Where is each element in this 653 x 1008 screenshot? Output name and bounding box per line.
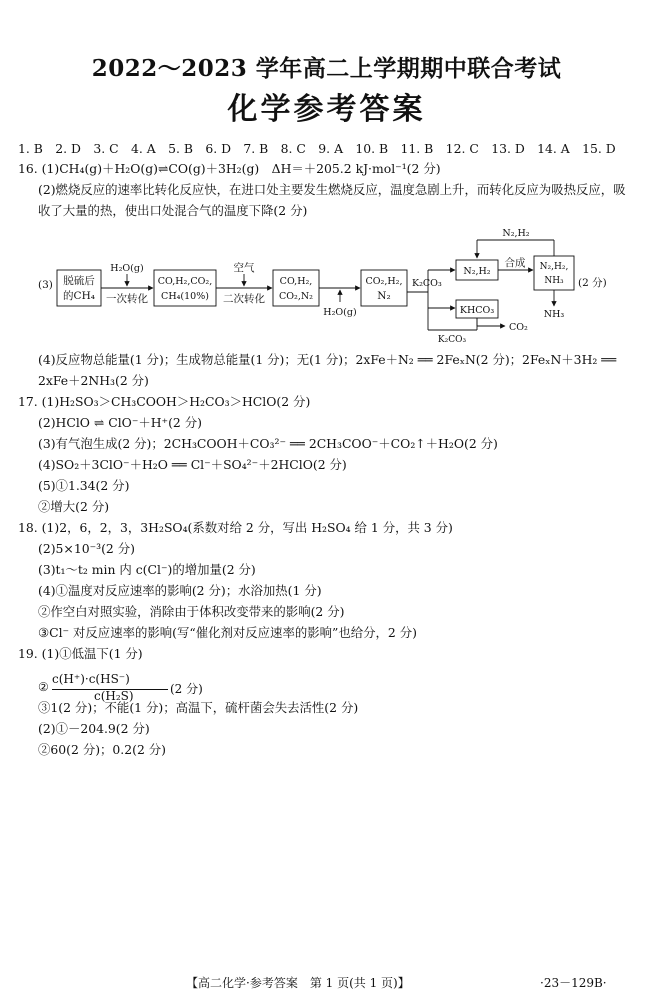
- co2-out-label: CO₂: [509, 322, 528, 333]
- answer-19-2b: ②60(2 分)；0.2(2 分): [38, 742, 167, 757]
- answer-18-1: 18. (1)2，6，2，3，3H₂SO₄(系数对给 2 分，写出 H₂SO₄ 给 1 分，共 3 分): [18, 520, 453, 535]
- footer-page-info: 【高二化学·参考答案 第 1 页(共 1 页)】: [186, 976, 410, 990]
- answer-16-2a: (2)燃烧反应的速率比转化反应快，在进口处主要发生燃烧反应，温度急剧上升，而转化反应为吸热反应，吸: [38, 182, 626, 197]
- secondary-conversion-label: 二次转化: [223, 293, 265, 305]
- answer-16-4b: 2xFe＋2NH₃(2 分): [38, 373, 149, 388]
- answer-18-4a: (4)①温度对反应速率的影响(2 分)；水浴加热(1 分): [38, 583, 322, 598]
- answer-18-4b: ②作空白对照实验，消除由于体积改变带来的影响(2 分): [38, 604, 345, 619]
- air-label: 空气: [233, 262, 255, 274]
- k2co3-bottom-label: K₂CO₃: [437, 335, 467, 345]
- footer-code: ·23－129B·: [540, 976, 607, 990]
- answer-18-4c: ③Cl⁻ 对反应速率的影响(写“催化剂对反应速率的影响”也给分，2 分): [38, 625, 417, 640]
- answer-17-5b: ②增大(2 分): [38, 499, 110, 514]
- answer-mc: 1. B 2. D 3. C 4. A 5. B 6. D 7. B 8. C 9. A 10. B 11. B 12. C 13. D 14. A 15. D: [18, 141, 616, 156]
- fraction-numerator: c(H⁺)·c(HS⁻): [52, 672, 130, 686]
- box-2-line1: CO,H₂,CO₂,: [157, 276, 213, 287]
- page-subtitle: 化学参考答案: [227, 92, 426, 127]
- answer-19-1c: ③1(2 分)；不能(1 分)；高温下，硫杆菌会失去活性(2 分): [38, 700, 359, 715]
- synthesis-label: 合成: [504, 257, 526, 269]
- khco3-label: KHCO₃: [459, 305, 495, 316]
- box-4-line2: N₂: [377, 290, 391, 302]
- flowchart-score: (2 分): [578, 277, 607, 289]
- answer-18-3: (3)t₁～t₂ min 内 c(Cl⁻)的增加量(2 分): [38, 562, 256, 577]
- answer-18-2: (2)5×10⁻³(2 分): [38, 541, 135, 556]
- answer-17-5a: (5)①1.34(2 分): [38, 478, 130, 493]
- box-start-line1: 脱硫后: [63, 275, 95, 287]
- answer-19-1b-mark: ②: [38, 680, 49, 694]
- answer-19-1b-score: (2 分): [170, 682, 203, 696]
- box-4-line1: CO₂,H₂,: [365, 276, 403, 287]
- box-2-line2: CH₄(10%): [161, 291, 209, 302]
- primary-conversion-label: 一次转化: [106, 293, 148, 305]
- water-label-1: H₂O(g): [110, 263, 144, 274]
- process-flowchart: [30, 222, 650, 350]
- answer-16-1: 16. (1)CH₄(g)＋H₂O(g)⇌CO(g)＋3H₂(g) ΔH＝＋205.2 kJ·mol⁻¹(2 分): [18, 161, 441, 176]
- box-5-text: N₂,H₂: [463, 266, 491, 277]
- answer-17-4: (4)SO₂＋3ClO⁻＋H₂O ══ Cl⁻＋SO₄²⁻＋2HClO(2 分): [38, 457, 347, 472]
- answer-17-1: 17. (1)H₂SO₃＞CH₃COOH＞H₂CO₃＞HClO(2 分): [18, 394, 311, 409]
- box-start-line2: 的CH₄: [63, 290, 95, 302]
- nh3-out-label: NH₃: [543, 309, 565, 320]
- box-6-line1: N₂,H₂,: [539, 262, 569, 272]
- page-title: 2022～2023 学年高二上学期期中联合考试: [91, 55, 562, 82]
- answer-17-3: (3)有气泡生成(2 分)；2CH₃COOH＋CO₃²⁻ ══ 2CH₃COO⁻＋CO₂↑＋H₂O(2 分): [38, 436, 498, 451]
- fraction-denominator: c(H₂S): [94, 689, 134, 703]
- box-6-line2: NH₃: [544, 276, 564, 286]
- answer-17-2: (2)HClO ⇌ ClO⁻＋H⁺(2 分): [38, 415, 202, 430]
- answer-19-2a: (2)①－204.9(2 分): [38, 721, 150, 736]
- answer-16-4a: (4)反应物总能量(1 分)；生成物总能量(1 分)；无(1 分)；2xFe＋N₂ ══ 2FeₓN(2 分)；2FeₓN＋3H₂ ══: [38, 352, 617, 367]
- box-3-line2: CO₂,N₂: [278, 291, 314, 302]
- recycle-label: N₂,H₂: [502, 228, 530, 239]
- k2co3-label: K₂CO₃: [412, 278, 442, 289]
- flow-label: (3): [38, 279, 53, 291]
- answer-16-2b: 收了大量的热，使出口处混合气的温度下降(2 分): [38, 203, 308, 218]
- water-label-2: H₂O(g): [323, 307, 357, 318]
- answer-19-1a: 19. (1)①低温下(1 分): [18, 646, 143, 661]
- box-3-line1: CO,H₂,: [279, 276, 313, 287]
